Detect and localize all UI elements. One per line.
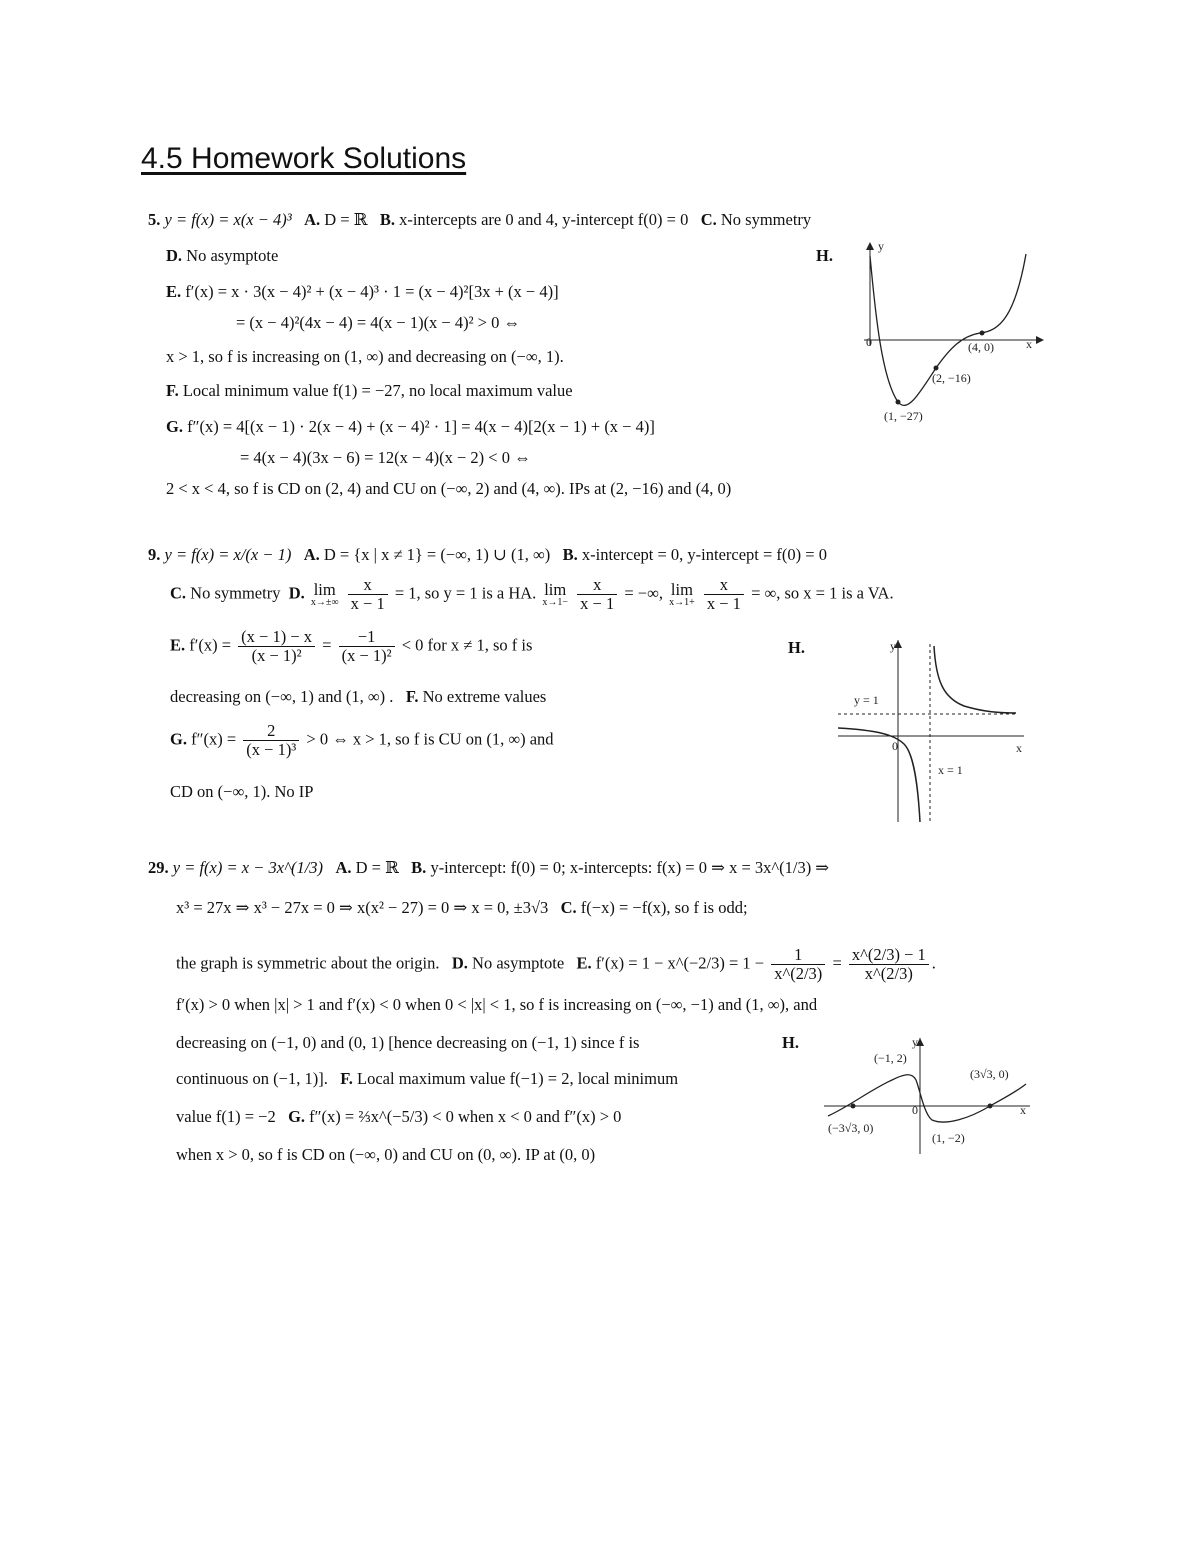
p29-label-left: (−3√3, 0)	[828, 1121, 874, 1135]
p29-line2	[176, 898, 748, 918]
p5-a-text: D = ℝ	[324, 210, 368, 229]
p5-g-label: G.	[166, 417, 183, 436]
p9-g-label: G.	[170, 729, 187, 749]
p5-e-label: E.	[166, 282, 182, 301]
p29-x-label: x	[1020, 1103, 1026, 1117]
p9-e-frac2-den: (x − 1)²	[341, 646, 392, 665]
p9-lim3-sub: x→1+	[669, 596, 695, 608]
p9-e-frac1	[238, 628, 315, 665]
p29-e-lhs: f′(x) = 1 − x^(−2/3) = 1 −	[595, 953, 765, 973]
p9-lim2-value: = −∞,	[624, 583, 663, 603]
p9-e-frac1-den: (x − 1)²	[251, 646, 302, 665]
p5-label-40: (4, 0)	[968, 340, 994, 354]
p5-line4: = (x − 4)²(4x − 4) = 4(x − 1)(x − 4)² > 0 ⇔	[236, 313, 520, 332]
p29-line8: when x > 0, so f is CD on (−∞, 0) and CU on (0, ∞). IP at (0, 0)	[176, 1145, 596, 1164]
p29-e-frac2	[849, 946, 929, 983]
p9-frac1	[348, 576, 388, 613]
p9-line3	[170, 628, 532, 665]
p29-f-text: Local maximum value f(−1) = 2, local minimum	[357, 1069, 679, 1088]
p9-lim2	[542, 579, 569, 608]
p5-origin-label: 0	[866, 335, 872, 349]
p5-line1	[148, 210, 811, 230]
p9-left-branch	[838, 728, 920, 822]
p29-e-frac1	[771, 946, 825, 983]
p9-b-label: B.	[562, 545, 578, 564]
p29-a-text: D = ℝ	[355, 858, 399, 877]
p29-e-label: E.	[576, 953, 592, 973]
p9-c-text: No symmetry	[190, 583, 281, 603]
p29-h-label	[782, 1033, 799, 1053]
p5-f-label: F.	[166, 381, 179, 400]
p29-label-right: (3√3, 0)	[970, 1067, 1009, 1081]
p5-b-text: x-intercepts are 0 and 4, y-intercept f(0) = 0	[399, 210, 689, 229]
p29-graph	[820, 1034, 1036, 1158]
p9-decreasing-text: decreasing on (−∞, 1) and (1, ∞) .	[170, 687, 394, 706]
p29-e-frac1-den: x^(2/3)	[774, 964, 823, 983]
p29-point-left-intercept	[851, 1104, 856, 1109]
p9-frac3-den: x − 1	[706, 594, 741, 613]
p9-lim1-sub: x→±∞	[310, 596, 339, 608]
p5-point-min	[896, 400, 901, 405]
p29-curve	[828, 1075, 1026, 1122]
p9-line1	[148, 545, 827, 565]
p9-g-frac-den: (x − 1)³	[246, 740, 297, 759]
p5-point-ip1	[934, 366, 939, 371]
p9-lim2-word: lim	[544, 579, 567, 599]
p9-frac2-den: x − 1	[580, 594, 615, 613]
p29-f-label: F.	[340, 1069, 353, 1088]
p9-frac3-num: x	[704, 576, 744, 595]
p9-h-text: H.	[788, 638, 805, 657]
p5-point-ip2	[980, 331, 985, 336]
p5-a-label: A.	[304, 210, 321, 229]
p5-graph	[840, 236, 1050, 436]
p9-line5	[170, 722, 554, 759]
p29-y-label: y	[912, 1035, 918, 1049]
p9-g-tail: > 0 ⇔ x > 1, so f is CU on (1, ∞) and	[306, 729, 554, 749]
p5-line5: x > 1, so f is increasing on (1, ∞) and decreasing on (−∞, 1).	[166, 347, 564, 366]
p5-line7	[166, 417, 655, 437]
p29-line3	[176, 946, 936, 983]
p29-line4: f′(x) > 0 when |x| > 1 and f′(x) < 0 when 0 < |x| < 1, so f is increasing on (−∞, −1) and (1, ∞), and	[176, 995, 818, 1014]
p29-value-text: value f(1) = −2	[176, 1107, 276, 1126]
p9-line6: CD on (−∞, 1). No IP	[170, 782, 314, 801]
p9-a-text: D = {x | x ≠ 1} = (−∞, 1) ∪ (1, ∞)	[323, 545, 551, 564]
p9-origin-label: 0	[892, 739, 898, 753]
p9-f-text: No extreme values	[422, 687, 547, 706]
p9-frac2-num: x	[577, 576, 617, 595]
p5-d-text: No asymptote	[186, 246, 279, 265]
p29-b-label: B.	[411, 858, 427, 877]
p5-label-2-16: (2, −16)	[932, 371, 971, 385]
p29-e-equals: =	[832, 953, 842, 973]
p29-e-period: .	[931, 953, 936, 973]
p9-e-lhs: f′(x) =	[189, 635, 232, 655]
p5-x-arrow	[1036, 336, 1044, 344]
p29-decreasing-text: decreasing on (−1, 0) and (0, 1) [hence decreasing on (−1, 1) since f is	[176, 1033, 640, 1052]
p9-x-label: x	[1016, 741, 1022, 755]
p29-e-frac2-den: x^(2/3)	[864, 964, 913, 983]
p5-h-text: H.	[816, 246, 833, 265]
p29-g-text: f″(x) = ⅔x^(−5/3) < 0 when x < 0 and f″(x) > 0	[309, 1107, 622, 1126]
p5-line2	[166, 246, 278, 266]
p5-f-text: Local minimum value f(1) = −27, no local maximum value	[182, 381, 573, 400]
p29-line6	[176, 1069, 678, 1089]
p9-lim3	[669, 579, 695, 608]
p29-line5	[176, 1033, 639, 1053]
p5-b-label: B.	[379, 210, 395, 229]
p5-g-text: f″(x) = 4[(x − 1) · 2(x − 4) + (x − 4)² · 1] = 4(x − 4)[2(x − 1) + (x − 4)]	[187, 417, 655, 436]
p9-c-label: C.	[170, 583, 187, 603]
p5-y-arrow	[866, 242, 874, 250]
p9-frac1-num: x	[348, 576, 388, 595]
p5-h-label	[816, 246, 833, 266]
p9-line4	[170, 687, 546, 707]
p29-a-label: A.	[335, 858, 352, 877]
p5-y-label: y	[878, 239, 884, 253]
p9-f-label: F.	[405, 687, 419, 706]
p9-y-label: y	[890, 639, 896, 653]
p9-ha-text: = 1, so y = 1 is a HA.	[394, 583, 537, 603]
p5-equation: y = f(x) = x(x − 4)³	[164, 210, 292, 229]
p29-c-text: f(−x) = −f(x), so f is odd;	[580, 898, 748, 917]
p5-c-label: C.	[700, 210, 717, 229]
p5-c-text: No symmetry	[720, 210, 812, 229]
p9-graph	[834, 636, 1030, 826]
p5-line3	[166, 282, 559, 302]
p9-lim1	[310, 579, 339, 608]
p9-a-label: A.	[303, 545, 320, 564]
p5-d-label: D.	[166, 246, 183, 265]
p9-d-label: D.	[288, 583, 305, 603]
p9-e-frac2-num: −1	[339, 628, 395, 647]
p9-g-frac-num: 2	[243, 722, 299, 741]
p9-h-label	[788, 638, 805, 658]
p29-number: 29.	[148, 858, 169, 877]
p5-line9: 2 < x < 4, so f is CD on (2, 4) and CU on (−∞, 2) and (4, ∞). IPs at (2, −16) and (4, 0)	[166, 479, 732, 498]
p29-equation: y = f(x) = x − 3x^(1/3)	[172, 858, 324, 877]
p9-ha-label: y = 1	[854, 693, 879, 707]
p29-intercepts-text: x³ = 27x ⇒ x³ − 27x = 0 ⇒ x(x² − 27) = 0 ⇒ x = 0, ±3√3	[176, 898, 549, 917]
p29-label-max: (−1, 2)	[874, 1051, 907, 1065]
p29-h-text: H.	[782, 1033, 799, 1052]
p9-g-lhs: f″(x) =	[191, 729, 237, 749]
p5-label-1-27: (1, −27)	[884, 409, 923, 423]
p9-e-label: E.	[170, 635, 186, 655]
page-title: 4.5 Homework Solutions	[141, 142, 467, 175]
p5-line8: = 4(x − 4)(3x − 6) = 12(x − 4)(x − 2) < 0 ⇔	[240, 448, 531, 467]
p9-frac1-den: x − 1	[350, 594, 385, 613]
p9-right-branch	[934, 646, 1016, 713]
p9-equation: y = f(x) = x/(x − 1)	[164, 545, 292, 564]
p9-va-text: = ∞, so x = 1 is a VA.	[751, 583, 894, 603]
p5-e-text: f′(x) = x · 3(x − 4)² + (x − 4)³ · 1 = (x − 4)²[3x + (x − 4)]	[185, 282, 559, 301]
p9-line2	[170, 576, 894, 613]
p9-lim2-sub: x→1−	[542, 596, 569, 608]
p29-g-label: G.	[288, 1107, 306, 1126]
p29-line7	[176, 1107, 621, 1127]
p29-b-text: y-intercept: f(0) = 0; x-intercepts: f(x) = 0 ⇒ x = 3x^(1/3) ⇒	[430, 858, 830, 877]
p29-d-text: No asymptote	[472, 953, 565, 973]
p5-number: 5.	[148, 210, 161, 229]
p29-label-min: (1, −2)	[932, 1131, 965, 1145]
p29-e-frac1-num: 1	[771, 946, 825, 965]
p9-lim1-word: lim	[313, 579, 336, 599]
p9-frac2	[577, 576, 617, 613]
p29-symmetric-text: the graph is symmetric about the origin.	[176, 953, 440, 973]
p5-x-label: x	[1026, 337, 1032, 351]
p29-continuous-text: continuous on (−1, 1)].	[176, 1069, 328, 1088]
p9-number: 9.	[148, 545, 161, 564]
p9-va-label: x = 1	[938, 763, 963, 777]
p9-g-frac	[243, 722, 299, 759]
p9-e-equals: =	[322, 635, 332, 655]
p29-point-right-intercept	[988, 1104, 993, 1109]
p29-line1	[148, 858, 829, 878]
p9-e-frac2	[339, 628, 395, 665]
p5-line6	[166, 381, 573, 401]
p29-d-label: D.	[451, 953, 468, 973]
p9-e-tail: < 0 for x ≠ 1, so f is	[401, 635, 533, 655]
p29-origin-label: 0	[912, 1103, 918, 1117]
p9-e-frac1-num: (x − 1) − x	[238, 628, 315, 647]
p29-c-label: C.	[560, 898, 577, 917]
p29-e-frac2-num: x^(2/3) − 1	[849, 946, 929, 965]
p9-frac3	[704, 576, 744, 613]
p9-lim3-word: lim	[670, 579, 693, 599]
p9-b-text: x-intercept = 0, y-intercept = f(0) = 0	[581, 545, 827, 564]
